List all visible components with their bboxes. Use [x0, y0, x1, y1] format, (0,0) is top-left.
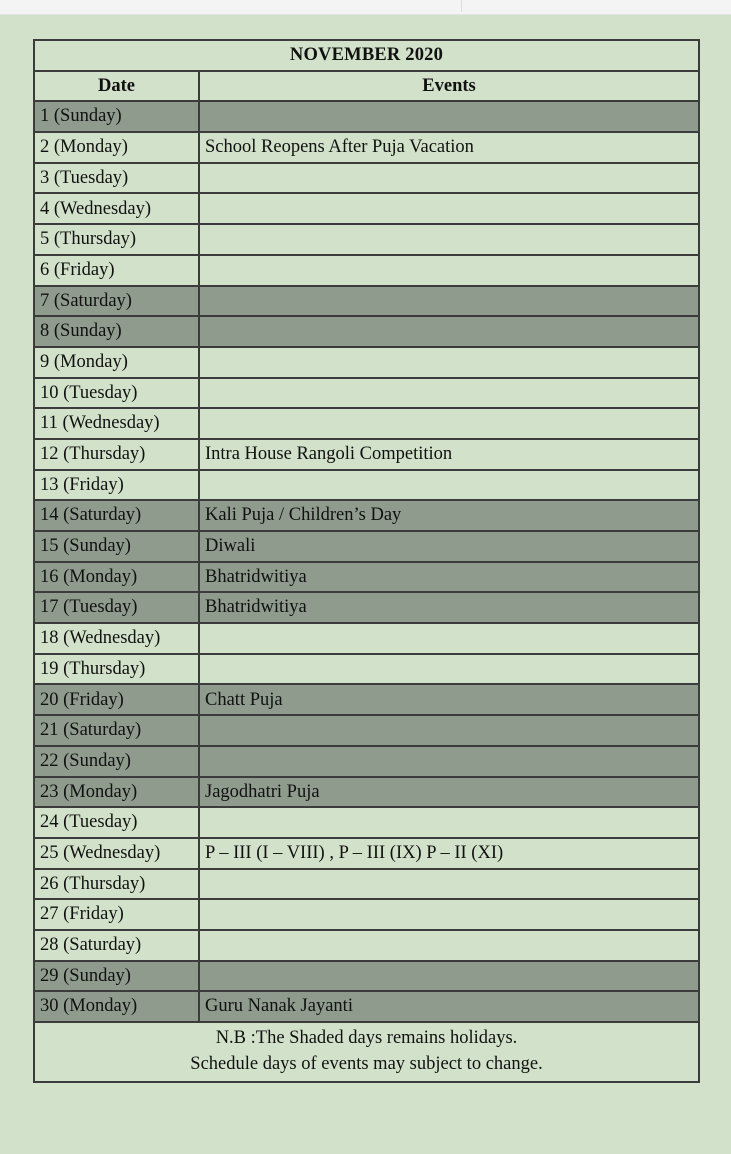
- date-cell: 22 (Sunday): [34, 746, 199, 777]
- table-row: [34, 592, 699, 623]
- table-row: [34, 408, 699, 439]
- date-cell: 26 (Thursday): [34, 869, 199, 900]
- table-row: [34, 654, 699, 685]
- date-cell: 6 (Friday): [34, 255, 199, 286]
- table-row: [34, 684, 699, 715]
- table-row: [34, 807, 699, 838]
- date-cell: 23 (Monday): [34, 777, 199, 808]
- date-cell: 7 (Saturday): [34, 286, 199, 317]
- date-cell: 28 (Saturday): [34, 930, 199, 961]
- toolbar-divider: [461, 0, 462, 12]
- date-cell: 2 (Monday): [34, 132, 199, 163]
- note-holidays: N.B :The Shaded days remains holidays.: [215, 1028, 518, 1048]
- date-cell: 27 (Friday): [34, 899, 199, 930]
- table-row: [34, 899, 699, 930]
- table-row: [34, 286, 699, 317]
- table-row: [34, 746, 699, 777]
- table-row: [34, 439, 699, 470]
- table-row: [34, 715, 699, 746]
- date-cell: 30 (Monday): [34, 991, 199, 1022]
- calendar-title: NOVEMBER 2020: [34, 40, 699, 71]
- event-cell: [199, 899, 699, 930]
- date-cell: 5 (Thursday): [34, 224, 199, 255]
- event-cell: [199, 715, 699, 746]
- event-cell: Intra House Rangoli Competition: [199, 439, 699, 470]
- table-row: [34, 500, 699, 531]
- table-row: [34, 470, 699, 501]
- table-row: [34, 562, 699, 593]
- date-cell: 11 (Wednesday): [34, 408, 199, 439]
- event-cell: P – III (I – VIII) , P – III (IX) P – II (XI): [199, 838, 699, 869]
- viewer-top-strip: [0, 0, 731, 15]
- date-cell: 29 (Sunday): [34, 961, 199, 992]
- table-row: [34, 163, 699, 194]
- date-cell: 24 (Tuesday): [34, 807, 199, 838]
- table-row: [34, 347, 699, 378]
- event-cell: [199, 807, 699, 838]
- date-cell: 15 (Sunday): [34, 531, 199, 562]
- event-cell: Bhatridwitiya: [199, 562, 699, 593]
- date-cell: 14 (Saturday): [34, 500, 199, 531]
- event-cell: Kali Puja / Children’s Day: [199, 500, 699, 531]
- date-cell: 13 (Friday): [34, 470, 199, 501]
- events-column-header: Events: [199, 71, 699, 102]
- table-row: [34, 838, 699, 869]
- event-cell: Diwali: [199, 531, 699, 562]
- table-row: [34, 316, 699, 347]
- event-cell: [199, 193, 699, 224]
- date-cell: 9 (Monday): [34, 347, 199, 378]
- date-cell: 10 (Tuesday): [34, 378, 199, 409]
- note-cell: [34, 1022, 699, 1082]
- table-row: [34, 224, 699, 255]
- event-cell: Guru Nanak Jayanti: [199, 991, 699, 1022]
- table-row: [34, 531, 699, 562]
- date-cell: 1 (Sunday): [34, 101, 199, 132]
- title-row: [34, 40, 699, 71]
- date-cell: 4 (Wednesday): [34, 193, 199, 224]
- table-row: [34, 930, 699, 961]
- table-row: [34, 101, 699, 132]
- date-cell: 19 (Thursday): [34, 654, 199, 685]
- table-row: [34, 132, 699, 163]
- date-cell: 21 (Saturday): [34, 715, 199, 746]
- header-row: [34, 71, 699, 102]
- note-schedule-change: Schedule days of events may subject to change.: [190, 1053, 543, 1074]
- date-cell: 20 (Friday): [34, 684, 199, 715]
- date-cell: 17 (Tuesday): [34, 592, 199, 623]
- date-cell: 25 (Wednesday): [34, 838, 199, 869]
- date-cell: 3 (Tuesday): [34, 163, 199, 194]
- event-cell: [199, 347, 699, 378]
- event-cell: [199, 101, 699, 132]
- event-cell: [199, 163, 699, 194]
- event-cell: Jagodhatri Puja: [199, 777, 699, 808]
- calendar-body: [34, 101, 699, 1022]
- note-row: [34, 1022, 699, 1082]
- date-column-header: Date: [34, 71, 199, 102]
- table-row: [34, 193, 699, 224]
- event-cell: Bhatridwitiya: [199, 592, 699, 623]
- date-cell: 18 (Wednesday): [34, 623, 199, 654]
- table-row: [34, 869, 699, 900]
- event-cell: [199, 224, 699, 255]
- event-cell: [199, 930, 699, 961]
- event-cell: [199, 408, 699, 439]
- event-cell: [199, 316, 699, 347]
- event-cell: [199, 654, 699, 685]
- table-row: [34, 961, 699, 992]
- table-row: [34, 378, 699, 409]
- date-cell: 8 (Sunday): [34, 316, 199, 347]
- event-cell: [199, 286, 699, 317]
- date-cell: 16 (Monday): [34, 562, 199, 593]
- event-cell: [199, 470, 699, 501]
- table-row: [34, 777, 699, 808]
- table-row: [34, 255, 699, 286]
- table-row: [34, 991, 699, 1022]
- event-cell: [199, 869, 699, 900]
- event-cell: [199, 255, 699, 286]
- event-cell: Chatt Puja: [199, 684, 699, 715]
- event-cell: [199, 378, 699, 409]
- event-cell: [199, 746, 699, 777]
- date-cell: 12 (Thursday): [34, 439, 199, 470]
- table-row: [34, 623, 699, 654]
- november-calendar-table: [33, 39, 700, 1083]
- event-cell: [199, 623, 699, 654]
- event-cell: [199, 961, 699, 992]
- event-cell: School Reopens After Puja Vacation: [199, 132, 699, 163]
